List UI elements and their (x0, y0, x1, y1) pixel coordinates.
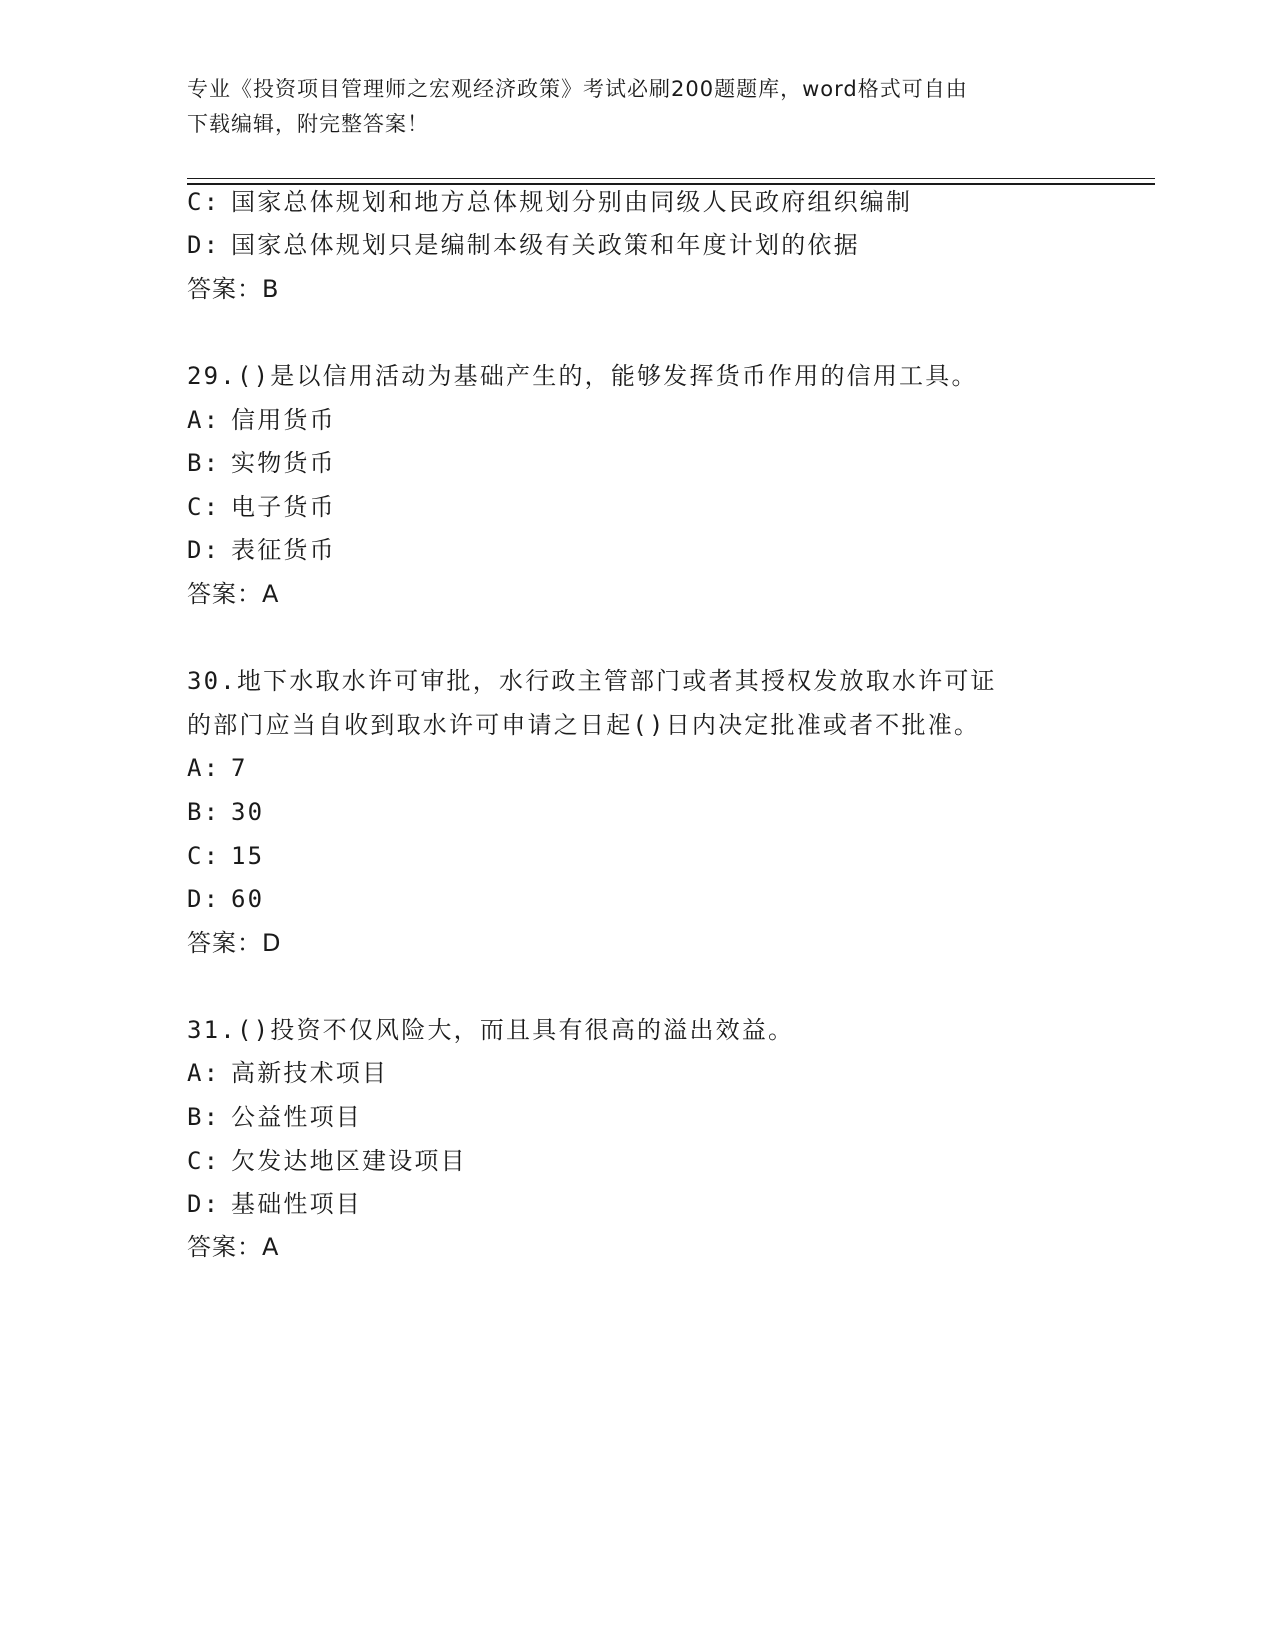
answer-line: 答案：A (187, 580, 280, 608)
option-c (187, 491, 336, 523)
option-text: 信用货币 (231, 406, 336, 434)
option-text: 15 (231, 842, 265, 870)
option-label: A: (187, 754, 221, 782)
option-text: 30 (231, 798, 265, 826)
header-line-2: 下载编辑，附完整答案！ (187, 112, 429, 136)
option-text: 高新技术项目 (231, 1059, 389, 1087)
option-a (187, 752, 248, 784)
option-text: 7 (231, 754, 248, 782)
header-line-1: 专业《投资项目管理师之宏观经济政策》考试必刷200题题库，word格式可自由 (187, 77, 968, 101)
question-30-stem-line-1: 30.地下水取水许可审批，水行政主管部门或者其授权发放取水许可证 (187, 667, 997, 695)
option-label: C: (187, 1147, 221, 1175)
option-a (187, 404, 336, 436)
question-30-stem-line-2: 的部门应当自收到取水许可申请之日起()日内决定批准或者不批准。 (187, 711, 981, 739)
option-c (187, 186, 912, 218)
option-text: 国家总体规划只是编制本级有关政策和年度计划的依据 (231, 231, 860, 259)
option-label: B: (187, 449, 221, 477)
option-c (187, 840, 264, 872)
option-label: C: (187, 188, 221, 216)
option-text: 公益性项目 (231, 1103, 362, 1131)
option-label: D: (187, 536, 221, 564)
option-label: C: (187, 842, 221, 870)
option-text: 60 (231, 885, 265, 913)
option-d (187, 883, 264, 915)
option-d (187, 229, 860, 261)
document-header (187, 72, 1087, 142)
option-text: 基础性项目 (231, 1190, 362, 1218)
option-b (187, 796, 264, 828)
header-divider-top (187, 178, 1155, 179)
header-divider-bottom (187, 183, 1155, 185)
question-31-stem: 31.()投资不仅风险大，而且具有很高的溢出效益。 (187, 1016, 795, 1044)
option-text: 国家总体规划和地方总体规划分别由同级人民政府组织编制 (231, 188, 913, 216)
option-text: 表征货币 (231, 536, 336, 564)
option-d (187, 534, 336, 566)
answer-line: 答案：D (187, 929, 282, 957)
option-b (187, 447, 336, 479)
option-text: 电子货币 (231, 493, 336, 521)
option-label: A: (187, 406, 221, 434)
option-b (187, 1101, 362, 1133)
option-label: B: (187, 1103, 221, 1131)
option-text: 欠发达地区建设项目 (231, 1147, 467, 1175)
answer-line: 答案：B (187, 275, 280, 303)
option-label: C: (187, 493, 221, 521)
option-d (187, 1188, 362, 1220)
option-c (187, 1145, 467, 1177)
option-a (187, 1057, 388, 1089)
option-label: D: (187, 1190, 221, 1218)
option-label: A: (187, 1059, 221, 1087)
answer-line: 答案：A (187, 1233, 280, 1261)
option-label: B: (187, 798, 221, 826)
option-label: D: (187, 885, 221, 913)
question-29-stem: 29.()是以信用活动为基础产生的，能够发挥货币作用的信用工具。 (187, 362, 978, 390)
option-label: D: (187, 231, 221, 259)
option-text: 实物货币 (231, 449, 336, 477)
